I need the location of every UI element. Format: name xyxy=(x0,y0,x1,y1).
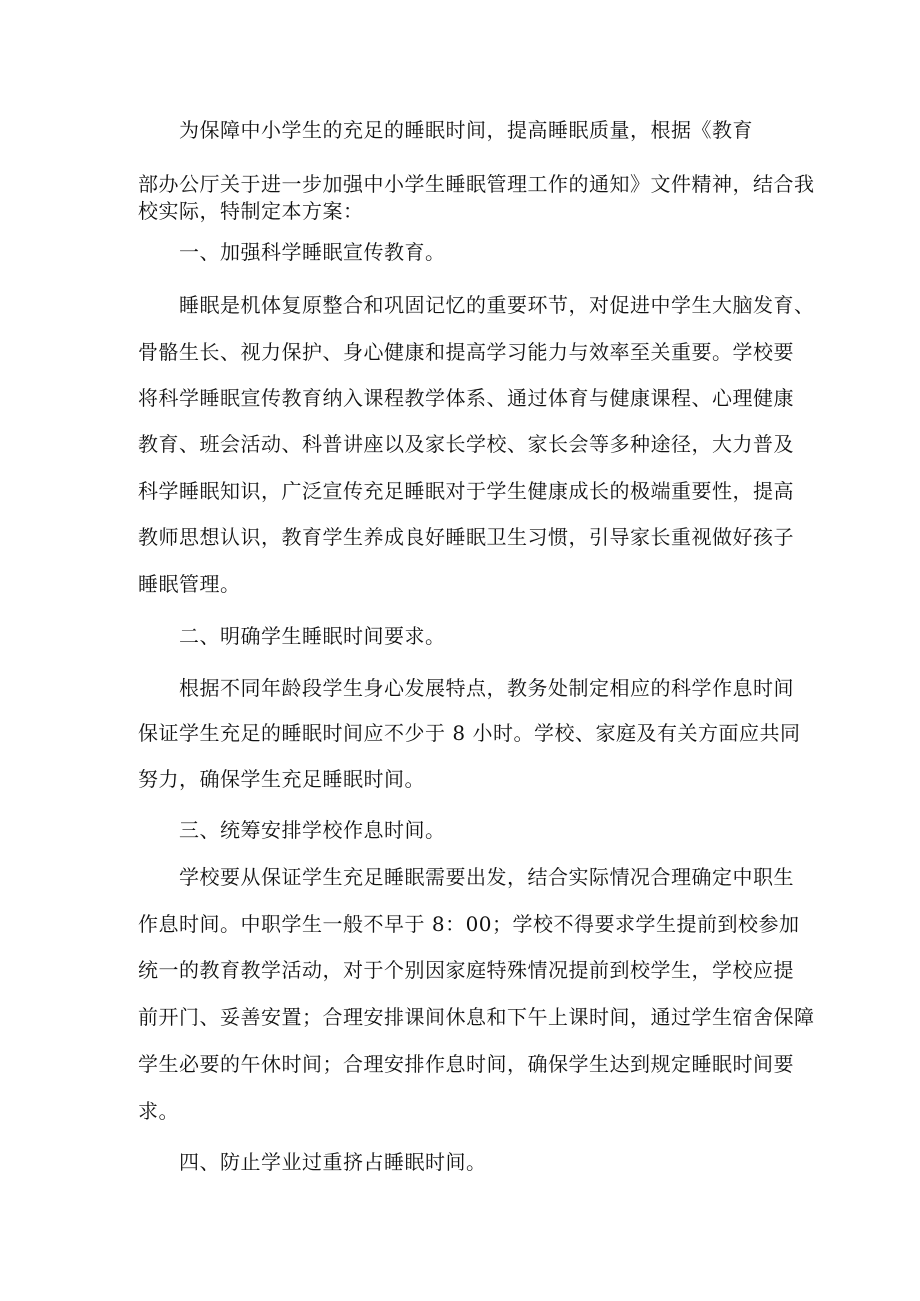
intro-line: 校实际，特制定本方案： xyxy=(138,199,364,223)
paragraph-line: 骨骼生长、视力保护、身心健康和提高学习能力与效率至关重要。学校要 xyxy=(138,340,794,364)
paragraph-line: 教育、班会活动、科普讲座以及家长学校、家长会等多种途径，大力普及 xyxy=(138,432,794,456)
section-heading: 二、明确学生睡眠时间要求。 xyxy=(179,624,446,648)
paragraph-line: 将科学睡眠宣传教育纳入课程教学体系、通过体育与健康课程、心理健康 xyxy=(138,386,794,410)
paragraph-line: 学生必要的午休时间；合理安排作息时间，确保学生达到规定睡眠时间要 xyxy=(138,1052,794,1076)
paragraph-line: 努力，确保学生充足睡眠时间。 xyxy=(138,767,425,791)
section-heading: 四、防止学业过重挤占睡眠时间。 xyxy=(179,1150,487,1174)
paragraph-line: 作息时间。中职学生一般不早于 8：00；学校不得要求学生提前到校参加 xyxy=(138,912,800,936)
paragraph-line: 保证学生充足的睡眠时间应不少于 8 小时。学校、家庭及有关方面应共同 xyxy=(138,721,801,745)
paragraph-line: 睡眠是机体复原整合和巩固记忆的重要环节，对促进中学生大脑发育、 xyxy=(179,293,815,317)
intro-line: 为保障中小学生的充足的睡眠时间，提高睡眠质量，根据《教育 xyxy=(179,118,753,142)
section-heading: 一、加强科学睡眠宣传教育。 xyxy=(179,240,446,264)
paragraph-line: 教师思想认识，教育学生养成良好睡眠卫生习惯，引导家长重视做好孩子 xyxy=(138,525,794,549)
paragraph-line: 根据不同年龄段学生身心发展特点，教务处制定相应的科学作息时间 xyxy=(179,676,794,700)
paragraph-line: 前开门、妥善安置；合理安排课间休息和下午上课时间，通过学生宿舍保障 xyxy=(138,1005,815,1029)
section-heading: 三、统筹安排学校作息时间。 xyxy=(179,818,446,842)
paragraph-line: 科学睡眠知识，广泛宣传充足睡眠对于学生健康成长的极端重要性，提高 xyxy=(138,479,794,503)
paragraph-line: 求。 xyxy=(138,1099,179,1123)
paragraph-line: 学校要从保证学生充足睡眠需要出发，结合实际情况合理确定中职生 xyxy=(179,865,794,889)
paragraph-line: 睡眠管理。 xyxy=(138,572,241,596)
paragraph-line: 统一的教育教学活动，对于个别因家庭特殊情况提前到校学生，学校应提 xyxy=(138,958,794,982)
intro-line: 部办公厅关于进一步加强中小学生睡眠管理工作的通知》文件精神，结合我 xyxy=(138,172,815,196)
